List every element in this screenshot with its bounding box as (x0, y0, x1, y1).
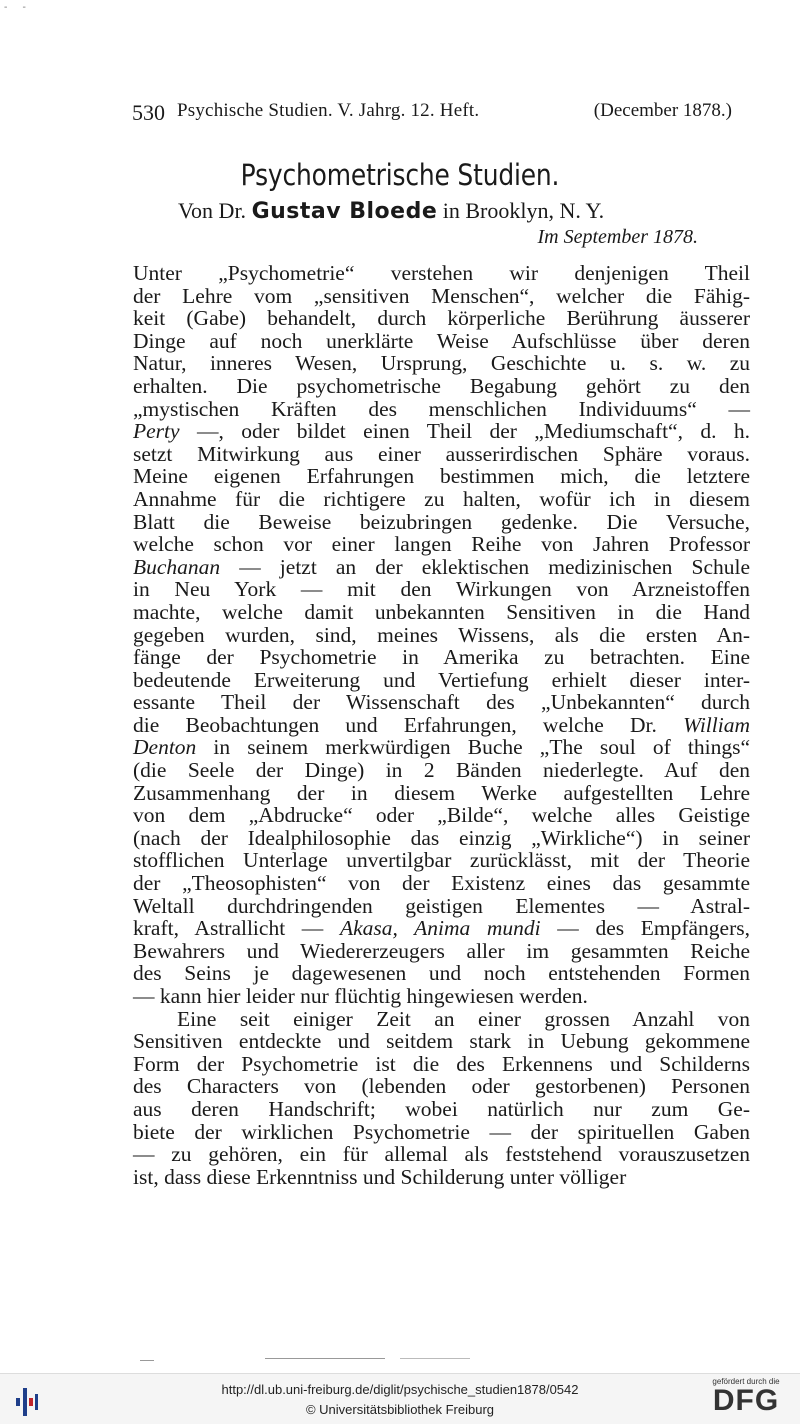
text-line: setzt Mitwirkung aus einer ausserirdischen Sphäre voraus. (133, 441, 750, 466)
text-line: ist, dass diese Erkenntniss und Schilderung unter völliger (133, 1164, 627, 1189)
text-line: essante Theil der Wissenschaft des „Unbekannten“ durch (133, 690, 750, 715)
dateline: Im September 1878. (537, 226, 698, 248)
article-title: Psychometrische Studien. (240, 158, 560, 192)
text-line: Denton in seinem merkwürdigen Buche „The soul of things“ (133, 735, 750, 760)
text-line: Buchanan — jetzt an der eklektischen medizinischen Schule (133, 554, 750, 579)
text-line: keit (Gabe) behandelt, durch körperliche Berührung äusserer (133, 306, 750, 331)
text-line: gegeben wurden, sind, meines Wissens, als die ersten An- (133, 622, 750, 647)
text-line: Form der Psychometrie ist die des Erkennens und Schilderns (133, 1051, 750, 1076)
author-name: Gustav Bloede (251, 199, 438, 224)
byline-prefix: Von Dr. (178, 198, 247, 223)
text-line: in Neu York — mit den Wirkungen von Arzneistoffen (133, 577, 750, 602)
dfg-sponsor-text: gefördert durch die (712, 1377, 780, 1386)
text-line: Annahme für die richtigere zu halten, wofür ich in diesem (133, 486, 750, 511)
text-line: erhalten. Die psychometrische Begabung gehört zu den (133, 373, 750, 398)
dfg-logo-text: DFG (712, 1384, 780, 1417)
running-head (132, 100, 732, 126)
text-line: der Lehre vom „sensitiven Menschen“, welcher die Fähig- (133, 283, 750, 308)
permalink-url[interactable]: http://dl.ub.uni-freiburg.de/diglit/psychische_studien1878/0542 (221, 1382, 579, 1397)
text-line: fänge der Psychometrie in Amerika zu betrachten. Eine (133, 645, 750, 670)
text-line: Sensitiven entdeckte und seitdem stark in Uebung gekommene (133, 1029, 750, 1054)
text-line: Natur, inneres Wesen, Ursprung, Geschichte u. s. w. zu (133, 351, 750, 376)
text-line: — kann hier leider nur flüchtig hingewiesen werden. (133, 984, 588, 1008)
body-text (133, 262, 750, 1188)
byline (178, 198, 604, 224)
text-line: des Characters von (lebenden oder gestorbenen) Personen (133, 1074, 750, 1099)
viewer-footer (0, 1373, 800, 1424)
text-line: — zu gehören, ein für allemal als feststehend vorauszusetzen (133, 1142, 750, 1167)
text-line: bedeutende Erweiterung und Vertiefung erhielt dieser inter- (133, 667, 750, 692)
text-line: Dinge auf noch unerklärte Weise Aufschlüsse über deren (133, 328, 750, 353)
text-line: Meine eigenen Erfahrungen bestimmen mich, die letztere (133, 464, 750, 489)
margin-mark (140, 1360, 154, 1361)
bottom-rule-short (400, 1358, 470, 1359)
issue-date: (December 1878.) (593, 100, 732, 121)
text-line: machte, welche damit unbekannten Sensitiven in die Hand (133, 599, 750, 624)
text-line: welche schon vor einer langen Reihe von Jahren Professor (133, 532, 750, 557)
text-line: biete der wirklichen Psychometrie — der spirituellen Gaben (133, 1119, 750, 1144)
text-line: von dem „Abdrucke“ oder „Bilde“, welche alles Geistige (133, 803, 750, 828)
byline-location: in Brooklyn, N. Y. (442, 198, 605, 223)
text-line: Eine seit einiger Zeit an einer grossen Anzahl von (177, 1006, 750, 1031)
text-line: aus deren Handschrift; wobei natürlich nur zum Ge- (133, 1096, 750, 1121)
text-line: Blatt die Beweise beizubringen gedenke. Die Versuche, (133, 509, 750, 534)
text-line: des Seins je dagewesenen und noch entstehenden Formen (133, 961, 750, 986)
text-line: Weltall durchdringenden geistigen Elementes — Astral- (133, 893, 750, 918)
copyright-notice: © Universitätsbibliothek Freiburg (305, 1402, 495, 1417)
running-title: Psychische Studien. V. Jahrg. 12. Heft. (177, 100, 480, 121)
bottom-rule (265, 1358, 385, 1359)
text-line: der „Theosophisten“ von der Existenz eines das gesammte (133, 871, 750, 896)
text-line: Zusammenhang der in diesem Werke aufgestellten Lehre (133, 780, 750, 805)
text-line: Perty —, oder bildet einen Theil der „Mediumschaft“, d. h. (133, 419, 750, 444)
text-line: (nach der Idealphilosophie das einzig „Wirkliche“) in seiner (133, 825, 750, 850)
page-number: 530 (132, 100, 165, 125)
text-line: stofflichen Unterlage unvertilgbar zurücklässt, mit der Theorie (133, 848, 750, 873)
page-edge-marks: - - (4, 2, 32, 13)
dfg-logo[interactable] (700, 1377, 792, 1416)
text-line: Bewahrers und Wiedererzeugers aller im gesammten Reiche (133, 938, 750, 963)
text-line: kraft, Astrallicht — Akasa, Anima mundi — des Empfängers, (133, 916, 750, 941)
text-line: (die Seele der Dinge) in 2 Bänden niederlegte. Auf den (133, 758, 750, 783)
text-line: Unter „Psychometrie“ verstehen wir denjenigen Theil (133, 261, 750, 285)
text-line: „mystischen Kräften des menschlichen Individuums“ — (133, 396, 750, 421)
text-line: die Beobachtungen und Erfahrungen, welche Dr. William (133, 712, 750, 737)
